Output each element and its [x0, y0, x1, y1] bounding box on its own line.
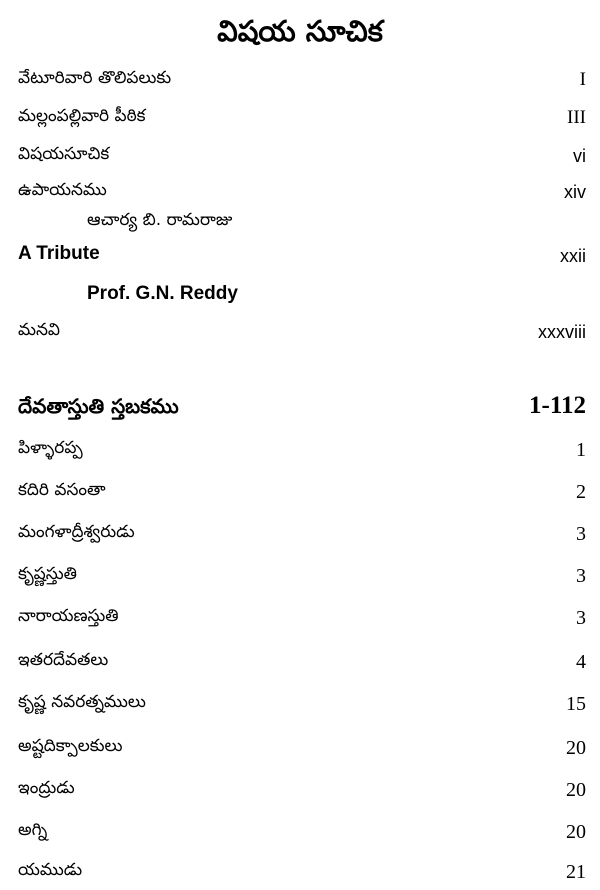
- toc-entry: [0, 858, 600, 890]
- toc-entry-title: ఇతరదేవతలు: [18, 650, 109, 670]
- toc-entry: [0, 318, 600, 350]
- toc-entry-title: కృష్ణ నవరత్నములు: [18, 692, 146, 712]
- toc-entry-page: 1: [576, 439, 586, 461]
- toc-entry: [0, 648, 600, 680]
- toc-entry-title: యముడు: [18, 860, 83, 880]
- toc-entry: [0, 104, 600, 136]
- toc-entry: [0, 734, 600, 766]
- toc-entry-page: vi: [573, 146, 586, 166]
- toc-section-heading: [0, 394, 600, 426]
- toc-entry-title: మనవి: [18, 320, 61, 340]
- toc-entry-page: 3: [576, 607, 586, 629]
- toc-entry-title: వేటూరివారి తొలిపలుకు: [18, 68, 172, 88]
- toc-entry-page: 20: [566, 779, 586, 801]
- toc-entry-author: ఆచార్య బి. రామరాజు: [87, 210, 233, 230]
- page-title: విషయ సూచిక: [217, 14, 383, 48]
- toc-entry: [0, 520, 600, 552]
- toc-entry: [0, 282, 600, 314]
- toc-entry: [0, 178, 600, 210]
- toc-entry: [0, 242, 600, 274]
- toc-entry-title: నారాయణస్తుతి: [18, 606, 119, 626]
- toc-entry-author: Prof. G.N. Reddy: [87, 283, 238, 304]
- toc-entry: [0, 208, 600, 240]
- toc-entry-page: 15: [566, 693, 586, 715]
- toc-entry-page: xxxviii: [538, 322, 586, 342]
- toc-entry-title: A Tribute: [18, 243, 100, 264]
- toc-entry: [0, 562, 600, 594]
- toc-entry-page: 2: [576, 481, 586, 503]
- toc-entry-page: 20: [566, 821, 586, 843]
- toc-entry-title: మల్లంపల్లివారి పీఠిక: [18, 106, 146, 126]
- toc-section-pages: 1-112: [529, 392, 586, 419]
- toc-entry-page: 3: [576, 565, 586, 587]
- toc-entry-page: 20: [566, 737, 586, 759]
- toc-entry: [0, 66, 600, 98]
- toc-entry-title: అష్టదిక్పాలకులు: [18, 736, 123, 756]
- toc-entry-page: 4: [576, 651, 586, 673]
- toc-entry-title: కృష్ణస్తుతి: [18, 564, 77, 584]
- toc-entry-title: మంగళాద్రీశ్వరుడు: [18, 522, 135, 542]
- toc-entry-title: అగ్ని: [18, 820, 48, 840]
- toc-entry-title: విషయసూచిక: [18, 144, 110, 164]
- toc-entry-page: I: [579, 69, 586, 90]
- toc-entry: [0, 604, 600, 636]
- toc-entry-page: xxii: [560, 246, 586, 266]
- toc-entry-page: III: [567, 107, 586, 128]
- toc-entry: [0, 690, 600, 722]
- toc-entry: [0, 478, 600, 510]
- toc-entry-title: ఇంద్రుడు: [18, 778, 75, 798]
- toc-entry-title: కదిరి వసంతా: [18, 480, 106, 500]
- toc-entry: [0, 436, 600, 468]
- toc-entry-page: 21: [566, 861, 586, 883]
- toc-section-title: దేవతాస్తుతి స్తబకము: [18, 394, 179, 418]
- toc-entry: [0, 818, 600, 850]
- toc-entry: [0, 142, 600, 174]
- toc-entry-title: పిళ్ళారప్ప: [18, 438, 83, 458]
- toc-entry-page: xiv: [564, 182, 586, 202]
- toc-entry-page: 3: [576, 523, 586, 545]
- toc-entry-title: ఉపాయనము: [18, 180, 107, 200]
- toc-entry: [0, 776, 600, 808]
